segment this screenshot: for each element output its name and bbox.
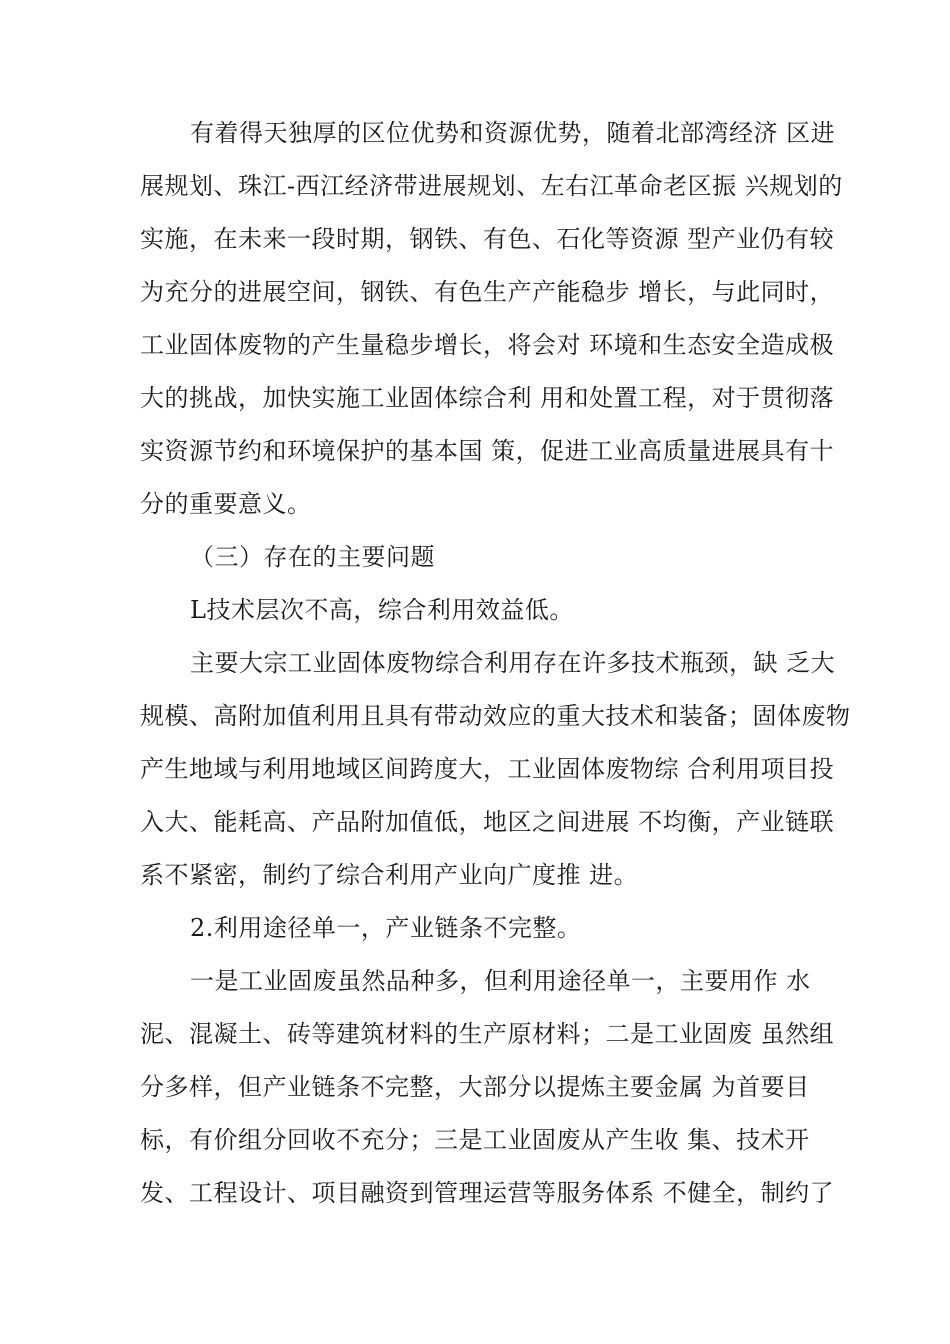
text-line: 标，有价组分回收不充分；三是工业固废从产生收 集、技术开 [140,1126,810,1154]
text-line: 分的重要意义。 [140,490,312,518]
text-line: 为充分的进展空间，钢铁、有色生产产能稳步 增长，与此同时， [140,278,835,306]
text-line: 发、工程设计、项目融资到管理运营等服务体系 不健全，制约了 [140,1179,835,1207]
text-line: 系不紧密，制约了综合利用产业向广度推 进。 [140,861,639,889]
text-line: 工业固体废物的产生量稳步增长，将会对 环境和生态安全造成极 [140,331,835,359]
text-line: 分多样，但产业链条不完整，大部分以提炼主要金属 为首要目 [140,1073,810,1101]
text-line: 大的挑战，加快实施工业固体综合利 用和处置工程，对于贯彻落 [140,384,835,412]
text-line: 实施，在未来一段时期，钢铁、有色、石化等资源 型产业仍有较 [140,225,835,253]
text-line: 一是工业固废虽然品种多，但利用途径单一，主要用作 水 [190,967,811,995]
item-2-heading: 2.利用途径单一，产业链条不完整。 [190,914,582,942]
text-line: 泥、混凝土、砖等建筑材料的生产原材料；二是工业固废 虽然组 [140,1020,835,1048]
text-line: 规模、高附加值利用且具有带动效应的重大技术和装备；固体废物 [140,702,851,730]
item-1-heading: L技术层次不高，综合利用效益低。 [190,596,574,624]
text-line: 主要大宗工业固体废物综合利用存在许多技术瓶颈，缺 乏大 [190,649,836,677]
section-heading: （三）存在的主要问题 [190,543,435,571]
text-line: 展规划、珠江-西江经济带进展规划、左右江革命老区振 兴规划的 [140,172,843,200]
text-line: 实资源节约和环境保护的基本国 策，促进工业高质量进展具有十 [140,437,835,465]
text-line: 有着得天独厚的区位优势和资源优势，随着北部湾经济 区进 [190,119,836,147]
text-line: 入大、能耗高、产品附加值低，地区之间进展 不均衡，产业链联 [140,808,835,836]
text-line: 产生地域与利用地域区间跨度大，工业固体废物综 合利用项目投 [140,755,835,783]
